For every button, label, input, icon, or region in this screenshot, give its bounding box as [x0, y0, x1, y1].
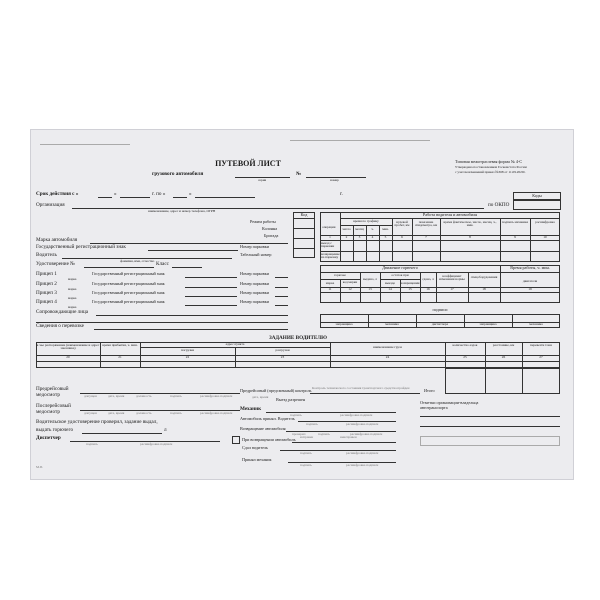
- dispatcher-label: Диспетчер: [36, 435, 61, 441]
- car-accepted-label: Автомобиль принял. Водитель: [240, 416, 295, 421]
- handed-driver-label: Сдал водитель: [242, 445, 268, 450]
- org-hint: наименование, адрес и номер телефона, ОГРН: [148, 209, 216, 213]
- task-title: ЗАДАНИЕ ВОДИТЕЛЮ: [268, 335, 328, 341]
- brigade-label: Бригада: [264, 233, 279, 238]
- to-label: г. по «: [152, 191, 166, 197]
- stamp-box: [232, 436, 240, 444]
- org-label: Организация: [36, 202, 65, 208]
- trailer-3-label: Прицеп 3: [36, 290, 57, 296]
- form-subtitle: грузового автомобиля: [152, 171, 204, 177]
- license-label: Удостоверение №: [36, 261, 76, 267]
- owner-mark-label: Отметки организации-владельца автотранспорта: [420, 400, 479, 411]
- form-notice: с учетом изменений приказ №368 от 11.09.2020г.: [455, 170, 526, 174]
- number-sign: №: [296, 171, 302, 177]
- total-box: [445, 368, 560, 394]
- exit-allowed-label: Выезд разрешен: [276, 397, 306, 402]
- return-car-label: Возвращение автомобиля: [240, 426, 286, 431]
- trailer-4-label: Прицеп 4: [36, 299, 57, 305]
- klass-label: Класс: [156, 261, 169, 267]
- year-suffix: г.: [340, 191, 343, 197]
- trailer-1-label: Прицеп 1: [36, 271, 57, 277]
- work-time-title: Время работы, ч. мин.: [510, 265, 550, 270]
- pre-tech-label: Предрейсовый (предсменный) контроль: [240, 388, 312, 393]
- car-brand-label: Марка автомобиля: [36, 237, 78, 243]
- driver-label: Водитель: [36, 252, 57, 258]
- notes-box: [420, 436, 560, 446]
- date-line: [195, 197, 255, 198]
- stamp-label: М.П.: [36, 465, 44, 469]
- mechanic-label: Механик: [240, 406, 262, 412]
- signs-title: подписи: [432, 307, 448, 312]
- trailer-2-label: Прицеп 2: [36, 281, 57, 287]
- gov-plate-label: Государственный регистрационный знак: [36, 244, 126, 250]
- escort-label: Сопровождающие лица: [36, 309, 89, 315]
- accepted-mech-label: Принял механик: [242, 457, 272, 462]
- page: ПУТЕВОЙ ЛИСТ грузового автомобиля серия № номер Типовая межотраслевая форма № 4-С Утверждена постановлением Госкомстата России с учетом изменений приказ №368 от 11.09.2020г. Срок действия с « » г. по « » г. Коды по ОКПО Организация наименование, адрес и номер телефона, ОГРН Код Режим работы Колонна Бригада Марка автомобиля Государственный регистрационный знак Номер парковки Водитель фамилия, имя, отчество Табельный номер Удостоверение № Класс Прицеп 1 марка Государственный регистрационный знак Номер парковки Прицеп 2 марка Государственный регистрационный знак Номер парковки Прицеп 3 марка Государственный регистрационный знак Номер парковки Прицеп 4 марка Государственный регистрационный знак Номер парковки Сопровождающие лица Сведения о перевозке Работа водителя и автомобиля операция время по графику число месяц ч. мин. нулевой пробег, км показание спидометра, км время фактическое, число, месяц, ч., мин. подпись механика расшифровка 1 2 3 4 5 6 7 8 9 10 выезд с парковки возвращение на парковку Движение горючего Время работы, ч. мин. горючее марка код марки выдано, л остаток при выезде возвращении сдано, л коэффициент изменения нормы спецоборудования двигателя 11 12 13 14 15 16 17 18 19 подписи заправщика механика диспетчера заправщика механика ЗАДАНИЕ ВОДИТЕЛЮ в чье распоряжение (наименование и адрес заказчика) время прибытия, ч. мин. адрес пункта погрузки разгрузки наименование груза количество ездок расстояние, км перевезти тонн 20 21 22 23 24 25 26 27 Итого Предрейсовый медосмотр допущен дата, время должность подпись расшифровка подписи Послерейсовый медосмотр допущен дата, время должность подпись расшифровка подписи Водительское удостоверение проверил, задание выдал, выдать горючего л Диспетчер подпись расшифровка подписи Предрейсовый (предсменный) контроль Контроль технического состояния транспортного средства пройден Выезд разрешен дата, время Механик подпись расшифровка подписи Автомобиль принял. Водитель подпись расшифровка подписи Возвращение автомобиля проверил подпись расшифровка подписи При возвращении автомобиль исправен неисправен Сдал водитель подпись расшифровка подписи Принял механик подпись расшифровка подписи Отметки организации-владельца автотранспорта М.П.: [0, 0, 600, 600]
- driver-hint: фамилия, имя, отчество: [120, 259, 155, 263]
- transport-info-label: Сведения о перевозке: [36, 323, 84, 329]
- pre-med-label: Предрейсовый медосмотр: [36, 386, 69, 398]
- waybill-form: [30, 129, 574, 480]
- total-label: Итого: [424, 388, 435, 393]
- date-line: [173, 197, 187, 198]
- fuel-title: Движение горючего: [382, 265, 418, 270]
- faint-line: [290, 140, 430, 141]
- form-notice: Типовая межотраслевая форма № 4-С: [455, 159, 523, 164]
- work-mode-label: Режим работы: [250, 219, 276, 224]
- garage-no-label: Номер парковки: [240, 244, 270, 249]
- faint-line: [40, 144, 130, 145]
- kod-label: Код: [300, 212, 308, 217]
- codes-label: Коды: [532, 193, 542, 198]
- column-label: Колонна: [262, 226, 278, 231]
- okpo-label: по ОКПО: [488, 202, 510, 208]
- date-line: [98, 197, 112, 198]
- okpo-box: [513, 200, 561, 210]
- validity-label: Срок действия с «: [36, 191, 79, 197]
- org-line: [72, 208, 484, 209]
- tab-no-label: Табельный номер: [240, 252, 272, 257]
- license-check-label: Водительское удостоверение проверил, задание выдал,: [36, 419, 158, 425]
- form-notice: Утверждена постановлением Госкомстата России: [455, 165, 527, 169]
- form-title: ПУТЕВОЙ ЛИСТ: [215, 159, 281, 168]
- series-hint: серия: [258, 178, 267, 182]
- post-med-label: Послерейсовый медосмотр: [36, 403, 71, 415]
- date-line: [120, 197, 150, 198]
- issue-fuel-label: выдать горючего: [36, 427, 74, 433]
- number-hint: номер: [330, 178, 339, 182]
- driver-work-title: Работа водителя и автомобиля: [422, 212, 478, 217]
- on-return-label: При возвращении автомобиль: [242, 437, 296, 442]
